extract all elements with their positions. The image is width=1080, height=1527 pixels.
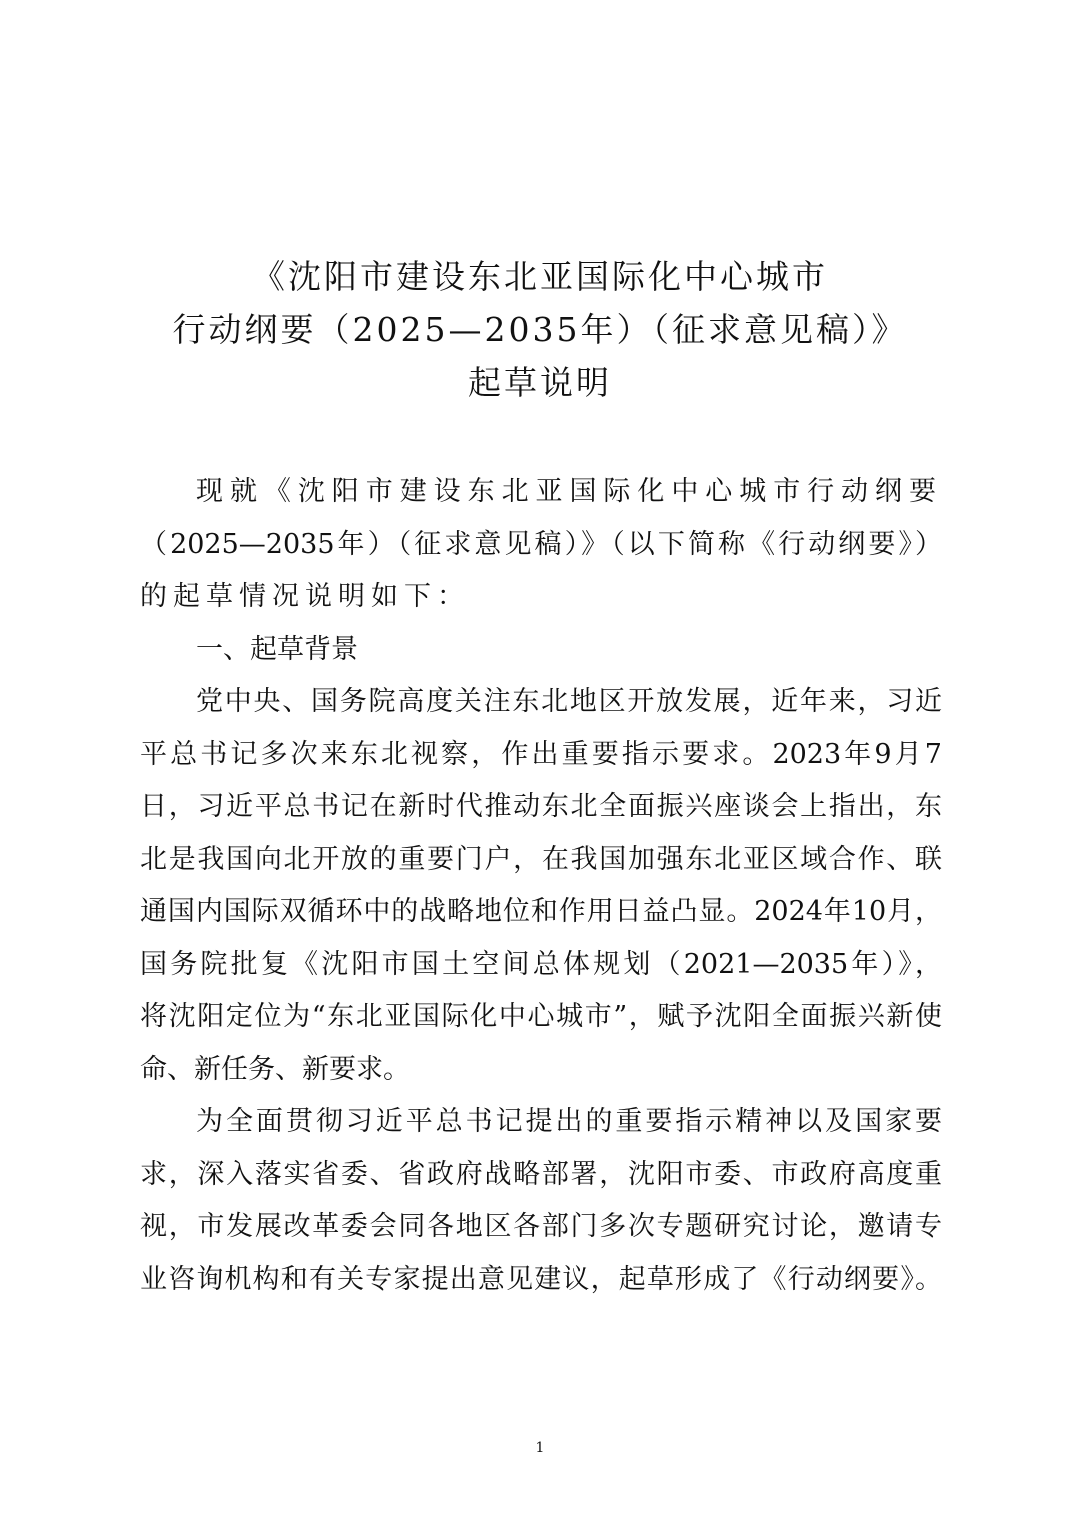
text-line: 国务院批复《沈阳市国土空间总体规划（2021—2035年）》，	[140, 948, 942, 980]
text-line: （2025—2035年）（征求意见稿）》（以下简称《行动纲要》）	[140, 528, 942, 560]
text-line: 通国内国际双循环中的战略地位和作用日益凸显。2024年10月，	[140, 896, 942, 927]
title-line: 行动纲要（2025—2035年）（征求意见稿）》	[172, 310, 908, 349]
text-line: 北是我国向北开放的重要门户，在我国加强东北亚区域合作、联	[140, 843, 942, 875]
title-line: 《沈阳市建设东北亚国际化中心城市	[252, 257, 828, 296]
background-paragraph-2	[140, 1096, 942, 1306]
text-line: 日，习近平总书记在新时代推动东北全面振兴座谈会上指出，东	[140, 791, 942, 822]
intro-paragraph	[140, 466, 942, 624]
title-line: 起草说明	[468, 363, 612, 402]
document-title	[130, 250, 950, 409]
document-body	[140, 466, 942, 1306]
text-line: 党中央、国务院高度关注东北地区开放发展，近年来，习近	[196, 686, 942, 717]
text-line: 业咨询机构和有关专家提出意见建议，起草形成了《行动纲要》。	[140, 1263, 942, 1295]
text-line: 为全面贯彻习近平总书记提出的重要指示精神以及国家要	[196, 1106, 942, 1137]
text-line: 现就《沈阳市建设东北亚国际化中心城市行动纲要	[196, 476, 942, 507]
text-line: 求，深入落实省委、省政府战略部署，沈阳市委、市政府高度重	[140, 1158, 942, 1190]
section-heading: 一、起草背景	[196, 633, 358, 665]
text-line: 命、新任务、新要求。	[140, 1053, 410, 1085]
page-number: 1	[535, 1440, 545, 1456]
text-line: 的起草情况说明如下：	[140, 581, 470, 612]
text-line: 将沈阳定位为“东北亚国际化中心城市”，赋予沈阳全面振兴新使	[140, 1001, 942, 1032]
text-line: 视，市发展改革委会同各地区各部门多次专题研究讨论，邀请专	[140, 1211, 942, 1242]
background-paragraph-1	[140, 676, 942, 1096]
text-line: 平总书记多次来东北视察，作出重要指示要求。2023年9月7	[140, 738, 942, 770]
